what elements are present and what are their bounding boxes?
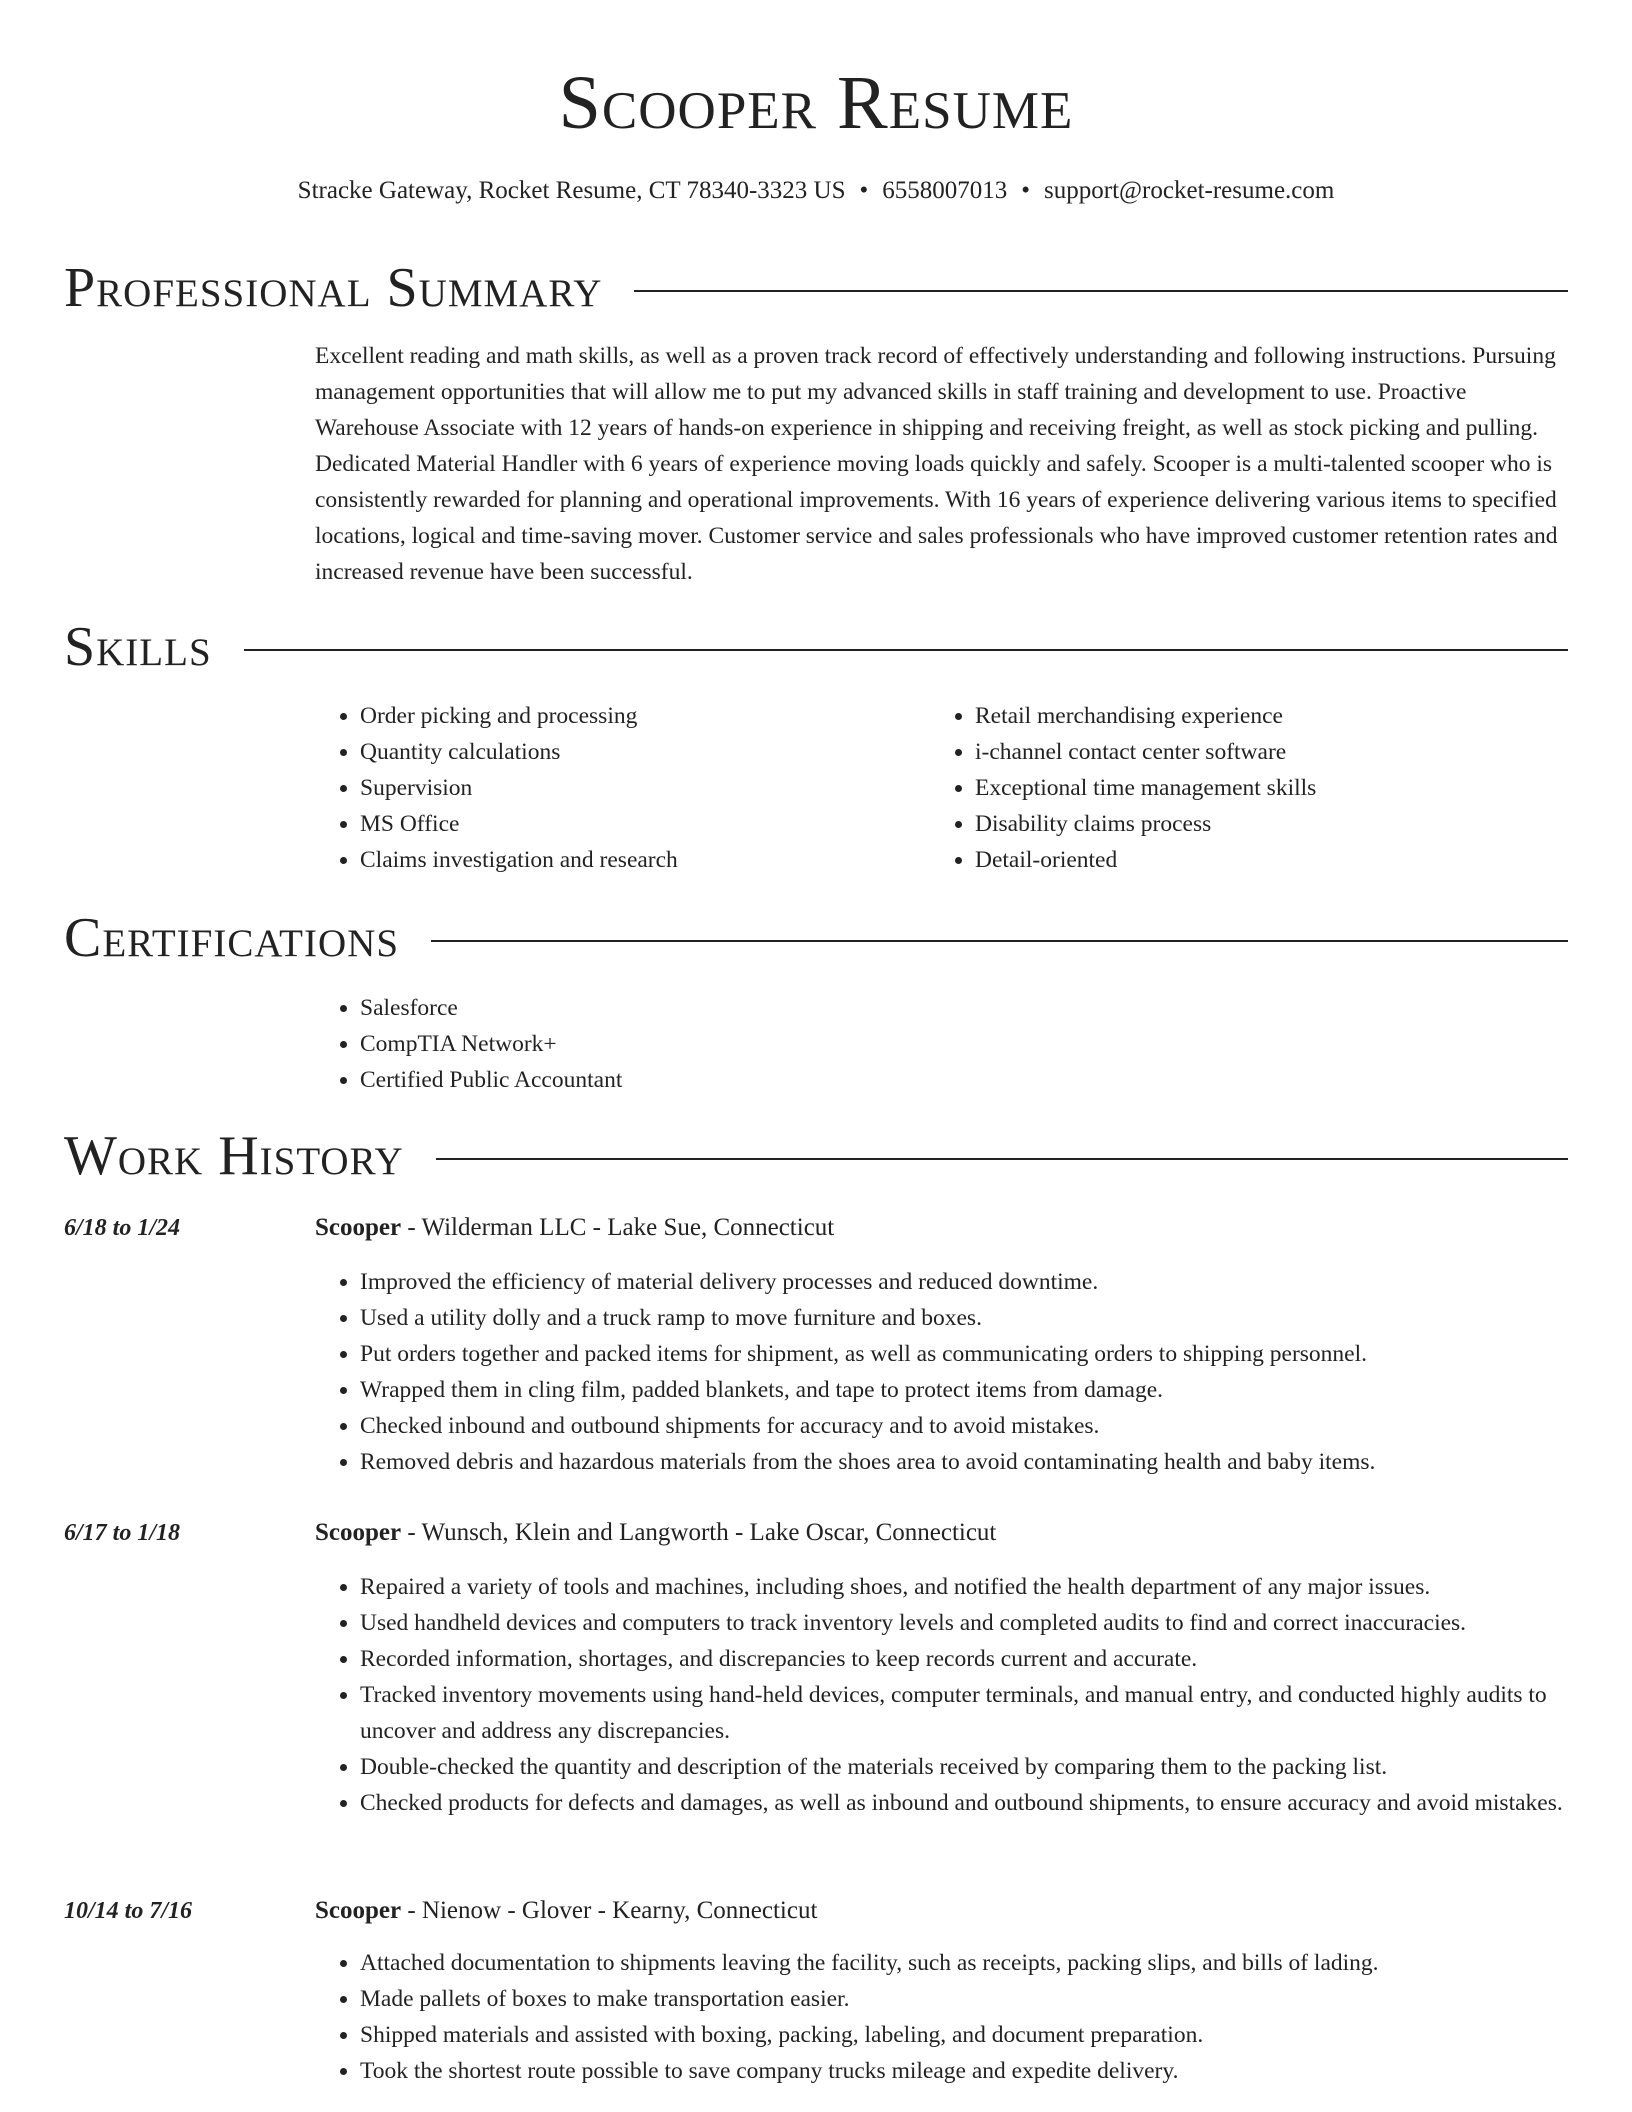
job-dates: 10/14 to 7/16 [64,1898,193,1924]
job-duties [315,1945,1605,2089]
job-duty-list [315,1945,1605,2089]
job-employer: - Wunsch, Klein and Langworth - Lake Oscar, Connecticut [401,1519,997,1546]
skills-list [930,698,1570,878]
skills-list [315,698,915,878]
job-title-line [315,1893,817,1929]
contact-phone: 6558007013 [882,177,1008,204]
skill-item: • Detail-oriented [975,842,1570,878]
job-duty: • Wrapped them in cling film, padded blankets, and tape to protect items from damage. [360,1372,1605,1408]
job-employer: - Wilderman LLC - Lake Sue, Connecticut [401,1214,835,1241]
job-title: Scooper [315,1519,402,1546]
job-duty: • Checked inbound and outbound shipments for accuracy and to avoid mistakes. [360,1408,1605,1444]
job-dates: 6/17 to 1/18 [64,1520,181,1546]
skill-item: • Disability claims process [975,806,1570,842]
job-duty: • Put orders together and packed items for shipment, as well as communicating orders to shipping personnel. [360,1336,1605,1372]
job-duty: • Checked products for defects and damages, as well as inbound and outbound shipments, to ensure accuracy and avoid mistakes. [360,1785,1605,1821]
section-title: Work History [64,1125,404,1187]
certifications-list [315,990,622,1098]
summary-text: Excellent reading and math skills, as well as a proven track record of effectively understanding and following instructions. Pursuing management opportunities that will allow me to put my advanced skills in staff training and development to use. Proactive Warehouse Associate with 12 years of hands-on experience in shipping and receiving freight, as well as stock picking and pulling. Dedicated Material Handler with 6 years of experience moving loads quickly and safely. Scooper is a multi-talented scooper who is consistently rewarded for planning and operational improvements. With 16 years of experience delivering various items to specified locations, logical and time-saving mover. Customer service and sales professionals who have improved customer retention rates and increased revenue have been successful. [315,343,1558,585]
section-header-work-history [64,1121,1568,1191]
section-title: Certifications [64,907,400,969]
section-title: Skills [64,616,212,678]
job-duty: • Removed debris and hazardous materials from the shoes area to avoid contaminating health and baby items. [360,1444,1605,1480]
job-title: Scooper [315,1214,402,1241]
section-divider [634,290,1568,292]
contact-email: support@rocket-resume.com [1044,177,1335,204]
section-header-certifications [64,903,1568,973]
contact-separator: • [1021,177,1031,204]
job-title-line [315,1210,834,1246]
job-duty: • Took the shortest route possible to save company trucks mileage and expedite delivery. [360,2053,1605,2089]
certification-item: • Certified Public Accountant [360,1062,622,1098]
section-header-summary [64,253,1568,323]
contact-separator: • [859,177,869,204]
job-employer: - Nienow - Glover - Kearny, Connecticut [401,1897,818,1924]
skills-column-left [315,698,915,878]
contact-address: Stracke Gateway, Rocket Resume, CT 78340-3323 US [297,177,846,204]
job-title-line [315,1515,996,1551]
skill-item: • Claims investigation and research [360,842,915,878]
certification-item: • Salesforce [360,990,622,1026]
job-duty: • Made pallets of boxes to make transportation easier. [360,1981,1605,2017]
skill-item: • Supervision [360,770,915,806]
section-divider [431,940,1568,942]
skill-item: • Order picking and processing [360,698,915,734]
skill-item: • MS Office [360,806,915,842]
skills-column-right [930,698,1570,878]
job-duty: • Used a utility dolly and a truck ramp to move furniture and boxes. [360,1300,1605,1336]
job-duty: • Double-checked the quantity and description of the materials received by comparing them to the packing list. [360,1749,1605,1785]
skill-item: • Exceptional time management skills [975,770,1570,806]
job-duty-list [315,1569,1605,1821]
section-divider [244,649,1568,651]
job-duty: • Used handheld devices and computers to track inventory levels and completed audits to find and correct inaccuracies. [360,1605,1605,1641]
job-duty: • Improved the efficiency of material delivery processes and reduced downtime. [360,1264,1605,1300]
skill-item: • Retail merchandising experience [975,698,1570,734]
contact-line [0,174,1632,208]
job-duty: • Attached documentation to shipments leaving the facility, such as receipts, packing slips, and bills of lading. [360,1945,1605,1981]
job-duties [315,1264,1605,1480]
section-title: Professional Summary [64,257,603,319]
certification-item: • CompTIA Network+ [360,1026,622,1062]
certifications-list-wrapper [315,990,622,1098]
skill-item: • Quantity calculations [360,734,915,770]
section-divider [436,1158,1568,1160]
job-duty: • Recorded information, shortages, and discrepancies to keep records current and accurate. [360,1641,1605,1677]
job-duty-list [315,1264,1605,1480]
skill-item: • i-channel contact center software [975,734,1570,770]
job-title: Scooper [315,1897,402,1924]
job-duty: • Shipped materials and assisted with boxing, packing, labeling, and document preparation. [360,2017,1605,2053]
job-duty: • Repaired a variety of tools and machines, including shoes, and notified the health department of any major issues. [360,1569,1605,1605]
job-dates: 6/18 to 1/24 [64,1215,181,1241]
section-header-skills [64,612,1568,682]
job-duty: • Tracked inventory movements using hand-held devices, computer terminals, and manual entry, and conducted highly audits to uncover and address any discrepancies. [360,1677,1605,1749]
resume-name: Scooper Resume [558,61,1074,145]
job-duties [315,1569,1605,1821]
